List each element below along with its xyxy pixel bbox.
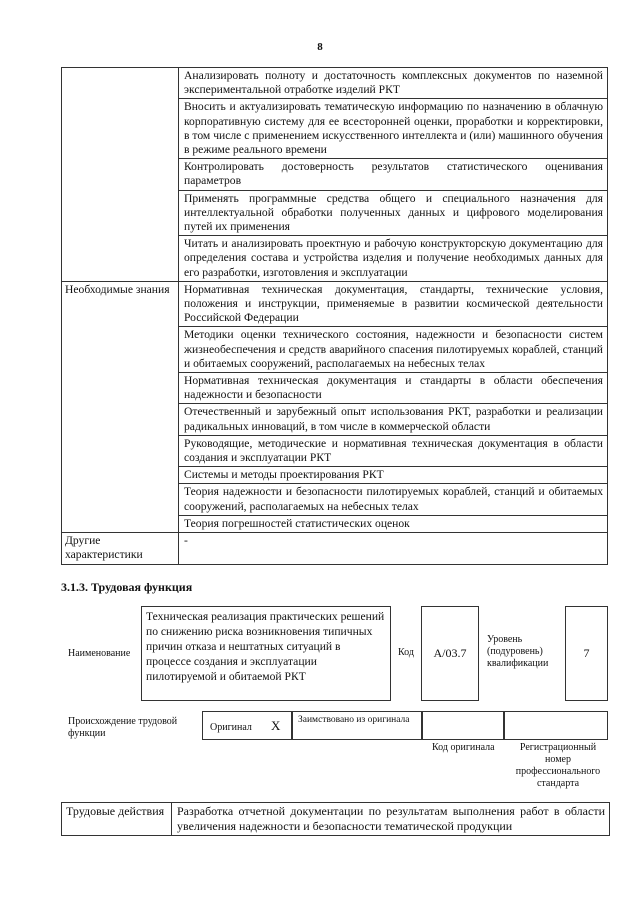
knowledge-item: Руководящие, методические и нормативная техническая документация в области создания и эксплуатации РКТ <box>179 435 608 466</box>
borrowed-label: Заимствовано из оригинала <box>298 715 410 725</box>
original-box <box>202 711 292 740</box>
name-label: Наименование <box>68 648 131 659</box>
knowledge-item: Методики оценки технического состояния, надежности и безопасности систем жизнеобеспечения и средств аварийного спасения пилотируемых кораблей, станций и обитаемых сооружений, располагаемых на небесных телах <box>179 327 608 373</box>
knowledge-label: Необходимые знания <box>62 281 179 532</box>
page-number: 8 <box>317 41 323 53</box>
function-name-box: Техническая реализация практических решений по снижению риска возникновения типичных причин отказа и нештатных ситуаций в процессе создания и эксплуатации пилотируемой и обитаемой РКТ <box>141 606 391 701</box>
skill-item: Применять программные средства общего и специального назначения для интеллектуальной обработки полученных данных и цифрового моделирования путей их применения <box>179 190 608 236</box>
actions-table <box>61 802 610 836</box>
section-heading: 3.1.3. Трудовая функция <box>61 580 193 594</box>
table-row <box>62 281 608 327</box>
original-label: Оригинал <box>210 722 252 733</box>
skill-item: Контролировать достоверность результатов статистического оценивания параметров <box>179 159 608 190</box>
skill-item: Анализировать полноту и достаточность комплексных документов по наземной экспериментальной отработке изделий РКТ <box>179 68 608 99</box>
table-row <box>62 533 608 564</box>
original-mark: X <box>271 718 281 733</box>
table-row <box>62 803 610 836</box>
code-original-label: Код оригинала <box>432 742 495 753</box>
code-original-box <box>422 711 504 740</box>
action-item: Разработка отчетной документации по результатам выполнения работ в области увеличения надежности и безопасности тематической продукции <box>172 803 610 836</box>
level-label: Уровень (подуровень) квалификации <box>487 634 549 669</box>
knowledge-item: Нормативная техническая документация и стандарты в области обеспечения надежности и безопасности <box>179 373 608 404</box>
knowledge-item: Отечественный и зарубежный опыт использования РКТ, разработки и реализации радикальных инноваций, в том числе в коммерческой области <box>179 404 608 435</box>
actions-label: Трудовые действия <box>62 803 172 836</box>
skills-label-cell <box>62 68 179 282</box>
borrowed-box <box>292 711 422 740</box>
reg-number-label: Регистрационный номер профессионального стандарта <box>515 742 601 789</box>
knowledge-item: Теория надежности и безопасности пилотируемых кораблей, станций и обитаемых сооружений, располагаемых на небесных телах <box>179 484 608 515</box>
competency-table <box>61 67 608 565</box>
other-label: Другие характеристики <box>62 533 179 564</box>
level-value: 7 <box>565 606 608 701</box>
knowledge-item: Теория погрешностей статистических оценок <box>179 515 608 532</box>
skill-item: Читать и анализировать проектную и рабочую конструкторскую документацию для определения состава и устройства изделия и получение необходимых данных для его разработки, изготовления и эксплуатации <box>179 236 608 282</box>
knowledge-item: Системы и методы проектирования РКТ <box>179 467 608 484</box>
table-row <box>62 68 608 99</box>
other-value: - <box>179 533 608 564</box>
origin-label: Происхождение трудовой функции <box>68 716 178 739</box>
reg-number-box <box>504 711 608 740</box>
code-value: А/03.7 <box>421 606 479 701</box>
knowledge-item: Нормативная техническая документация, стандарты, технические условия, положения и инструкции, применяемые в развитии космической деятельности Российской Федерации <box>179 281 608 327</box>
code-label: Код <box>398 647 414 658</box>
skill-item: Вносить и актуализировать тематическую информацию по назначению в облачную корпоративную систему для ее всесторонней оценки, проработки и корректировки, в том числе с применением искусственного интеллекта и (или) машинного обучения в режиме реального времени <box>179 99 608 159</box>
